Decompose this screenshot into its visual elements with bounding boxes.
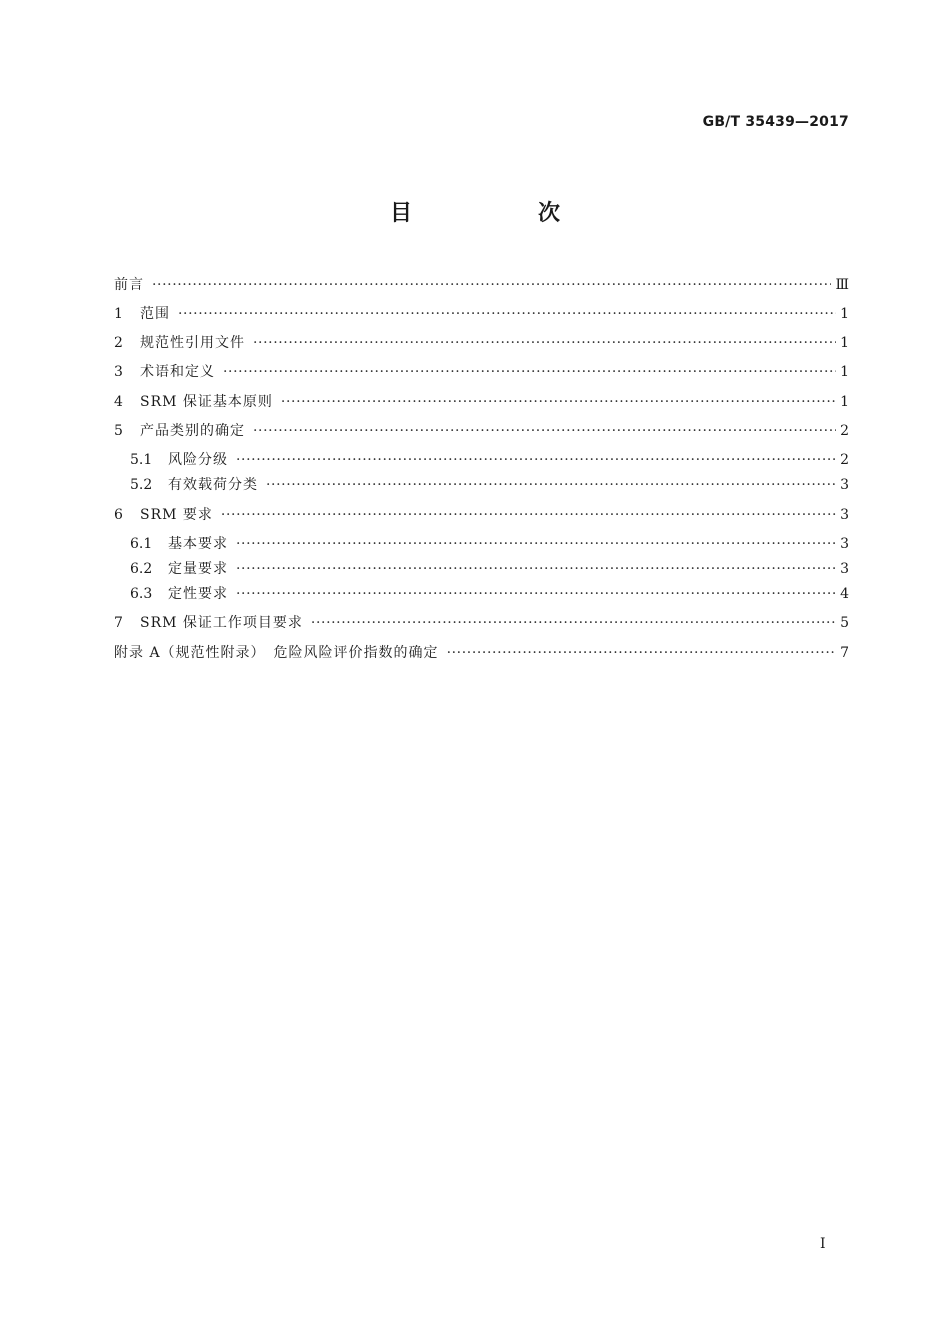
toc-label: 附录 A（规范性附录） 危险风险评价指数的确定 — [114, 645, 439, 661]
toc-num: 2 — [114, 335, 123, 351]
toc-num: 5.1 — [130, 452, 153, 468]
toc-num: 6.2 — [130, 561, 153, 577]
toc-leader — [221, 505, 836, 525]
toc-num: 3 — [114, 364, 123, 380]
toc-page: 3 — [840, 561, 849, 577]
toc-entry-6-1[interactable] — [130, 534, 849, 554]
toc-label: SRM 保证工作项目要求 — [140, 615, 303, 631]
toc-leader — [178, 304, 836, 324]
toc-entry-annex-a[interactable] — [114, 643, 849, 663]
toc-page: 2 — [840, 423, 849, 439]
toc-num: 6.3 — [130, 586, 153, 602]
toc-num: 5 — [114, 423, 123, 439]
toc-page: 2 — [840, 452, 849, 468]
toc-page: Ⅲ — [835, 277, 849, 293]
toc-leader — [311, 613, 836, 633]
toc-entry-5-2[interactable] — [130, 475, 849, 495]
toc-label: 范围 — [140, 306, 170, 322]
toc-num: 1 — [114, 306, 123, 322]
toc-entry-6[interactable] — [114, 505, 849, 525]
toc-leader — [281, 392, 836, 412]
toc-label: 前言 — [114, 277, 144, 293]
footer-page-number: I — [820, 1236, 826, 1252]
toc-page: 1 — [840, 335, 849, 351]
toc-leader — [223, 362, 836, 382]
toc-label: 定性要求 — [168, 586, 228, 602]
toc-num: 7 — [114, 615, 123, 631]
toc-label: 风险分级 — [168, 452, 228, 468]
toc-entry-4[interactable] — [114, 392, 849, 412]
toc-entry-6-3[interactable] — [130, 584, 849, 604]
toc-label: 术语和定义 — [140, 364, 215, 380]
toc-label: SRM 要求 — [140, 507, 213, 523]
toc-page: 3 — [840, 507, 849, 523]
toc-num: 6.1 — [130, 536, 153, 552]
toc-entry-2[interactable] — [114, 333, 849, 353]
toc-leader — [236, 534, 836, 554]
toc-page: 1 — [840, 364, 849, 380]
toc-num: 6 — [114, 507, 123, 523]
toc-num: 4 — [114, 394, 123, 410]
toc-page: 7 — [840, 645, 849, 661]
toc-label: SRM 保证基本原则 — [140, 394, 273, 410]
toc-page: 5 — [840, 615, 849, 631]
toc-leader — [253, 333, 836, 353]
toc-page: 1 — [840, 394, 849, 410]
toc-page: 3 — [840, 477, 849, 493]
toc-page: 3 — [840, 536, 849, 552]
toc-entry-7[interactable] — [114, 613, 849, 633]
toc-entry-3[interactable] — [114, 362, 849, 382]
toc-label: 基本要求 — [168, 536, 228, 552]
toc-entry-6-2[interactable] — [130, 559, 849, 579]
standard-code: GB/T 35439—2017 — [702, 114, 849, 130]
toc-leader — [266, 475, 836, 495]
toc-entry-foreword[interactable] — [114, 275, 849, 295]
toc-leader — [152, 275, 831, 295]
toc-label: 规范性引用文件 — [140, 335, 245, 351]
toc-entry-1[interactable] — [114, 304, 849, 324]
toc-label: 产品类别的确定 — [140, 423, 245, 439]
toc-entry-5[interactable] — [114, 421, 849, 441]
toc-leader — [447, 643, 837, 663]
toc-num: 5.2 — [130, 477, 153, 493]
page-title: 目 次 — [389, 201, 612, 226]
toc-leader — [236, 584, 836, 604]
toc-page: 4 — [840, 586, 849, 602]
toc-label: 定量要求 — [168, 561, 228, 577]
toc-leader — [253, 421, 836, 441]
toc-leader — [236, 559, 836, 579]
toc-leader — [236, 450, 836, 470]
toc-label: 有效载荷分类 — [168, 477, 258, 493]
toc-page: 1 — [840, 306, 849, 322]
toc-entry-5-1[interactable] — [130, 450, 849, 470]
